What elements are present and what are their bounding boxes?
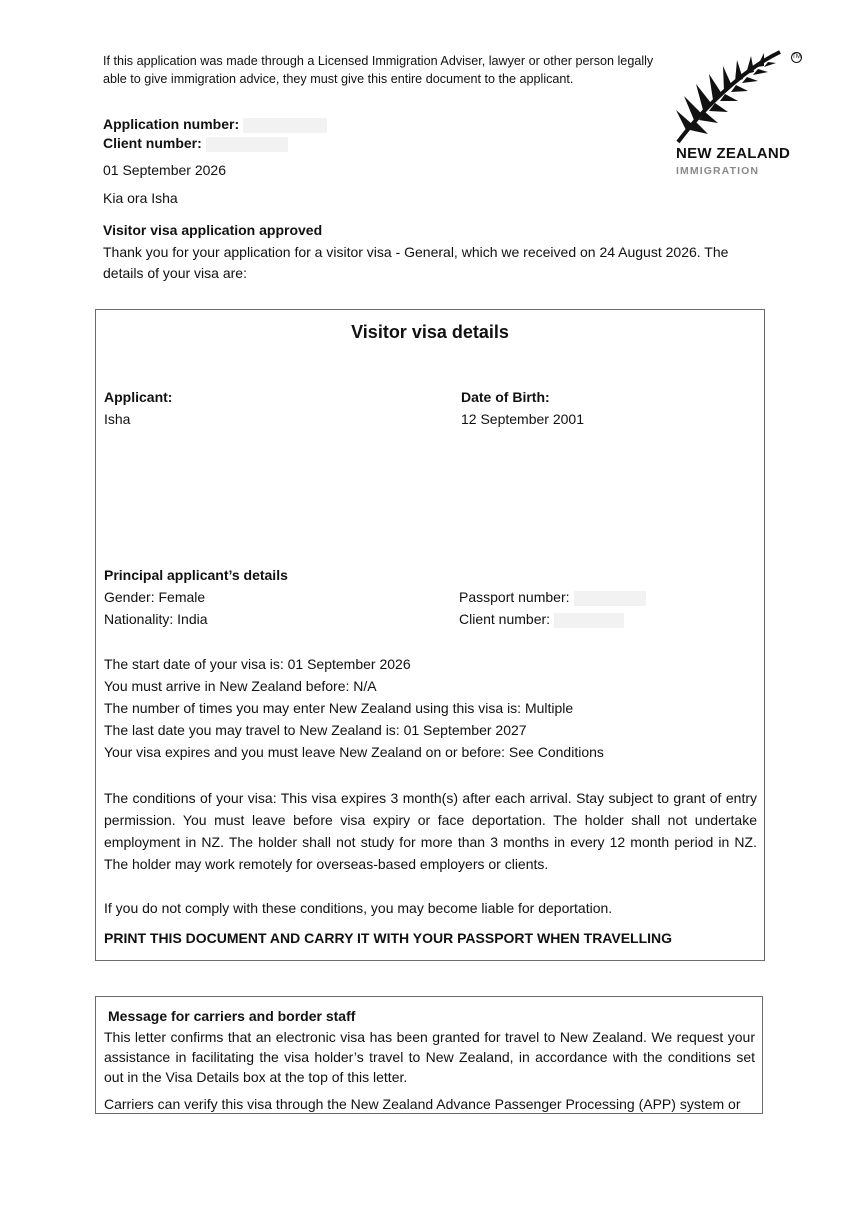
passport-number-label: Passport number: xyxy=(459,589,570,605)
redacted-principal-client-number xyxy=(554,613,624,628)
logo-subtitle: IMMIGRATION xyxy=(676,165,760,177)
passport-number-row xyxy=(459,587,646,607)
compliance-warning: If you do not comply with these conditions, you may become liable for deportation. xyxy=(104,900,613,916)
entry-count: The number of times you may enter New Zealand using this visa is: Multiple xyxy=(104,700,574,716)
redacted-passport-number xyxy=(574,591,646,606)
adviser-notice: If this application was made through a Licensed Immigration Adviser, lawyer or other person legally able to give immigration advice, they must give this entire document to the applicant. xyxy=(103,54,654,86)
nz-immigration-logo xyxy=(676,50,801,180)
print-notice: PRINT THIS DOCUMENT AND CARRY IT WITH YOUR PASSPORT WHEN TRAVELLING xyxy=(104,930,673,946)
redacted-client-number xyxy=(206,137,288,152)
intro-paragraph: Thank you for your application for a visitor visa - General, which we received on 24 August 2026. The details of your visa are: xyxy=(103,244,729,281)
visa-details-title: Visitor visa details xyxy=(351,322,509,342)
visa-start-date: The start date of your visa is: 01 September 2026 xyxy=(104,656,411,672)
visa-terms-list xyxy=(104,653,604,763)
client-number-label: Client number: xyxy=(103,135,202,151)
carrier-message-heading: Message for carriers and border staff xyxy=(108,1008,356,1024)
silver-fern-icon xyxy=(672,50,797,145)
principal-heading: Principal applicant’s details xyxy=(104,567,288,583)
principal-client-number-row xyxy=(459,609,624,629)
dob-value: 12 September 2001 xyxy=(461,411,584,427)
application-number-row xyxy=(103,115,327,134)
reference-block xyxy=(103,115,327,153)
letter-date: 01 September 2026 xyxy=(103,162,226,178)
carrier-verification-paragraph: Carriers can verify this visa through the New Zealand Advance Passenger Processing (APP) system or xyxy=(104,1096,741,1112)
greeting: Kia ora Isha xyxy=(103,190,178,206)
applicant-name: Isha xyxy=(104,411,131,427)
carrier-message-paragraph: This letter confirms that an electronic visa has been granted for travel to New Zealand. We request your assistance in facilitating the visa holder’s travel to New Zealand, in accordance with the conditions set out in the Visa Details box at the top of this letter. xyxy=(104,1029,755,1085)
gender-field: Gender: Female xyxy=(104,589,206,605)
principal-client-number-label: Client number: xyxy=(459,611,551,627)
application-number-label: Application number: xyxy=(103,116,240,132)
redacted-application-number xyxy=(243,118,327,133)
applicant-label: Applicant: xyxy=(104,389,173,405)
arrive-before: You must arrive in New Zealand before: N/A xyxy=(104,678,377,694)
subject-heading: Visitor visa application approved xyxy=(103,222,323,238)
visa-conditions: The conditions of your visa: This visa expires 3 month(s) after each arrival. Stay subject to grant of entry permission. You must leave before visa expiry or face deportation. The holder shall not undertake employment in NZ. The holder shall not study for more than 3 months in every 12 month period in NZ. The holder may work remotely for overseas-based employers or clients. xyxy=(104,790,757,872)
nationality-field: Nationality: India xyxy=(104,611,208,627)
last-travel-date: The last date you may travel to New Zealand is: 01 September 2027 xyxy=(104,722,527,738)
dob-label: Date of Birth: xyxy=(461,389,550,405)
carrier-message-box xyxy=(95,996,763,1114)
client-number-row xyxy=(103,134,327,153)
logo-title: NEW ZEALAND xyxy=(676,145,791,162)
visa-expiry: Your visa expires and you must leave New Zealand on or before: See Conditions xyxy=(104,744,604,760)
trademark-mark: TM xyxy=(791,52,802,63)
visa-details-box xyxy=(95,309,765,961)
